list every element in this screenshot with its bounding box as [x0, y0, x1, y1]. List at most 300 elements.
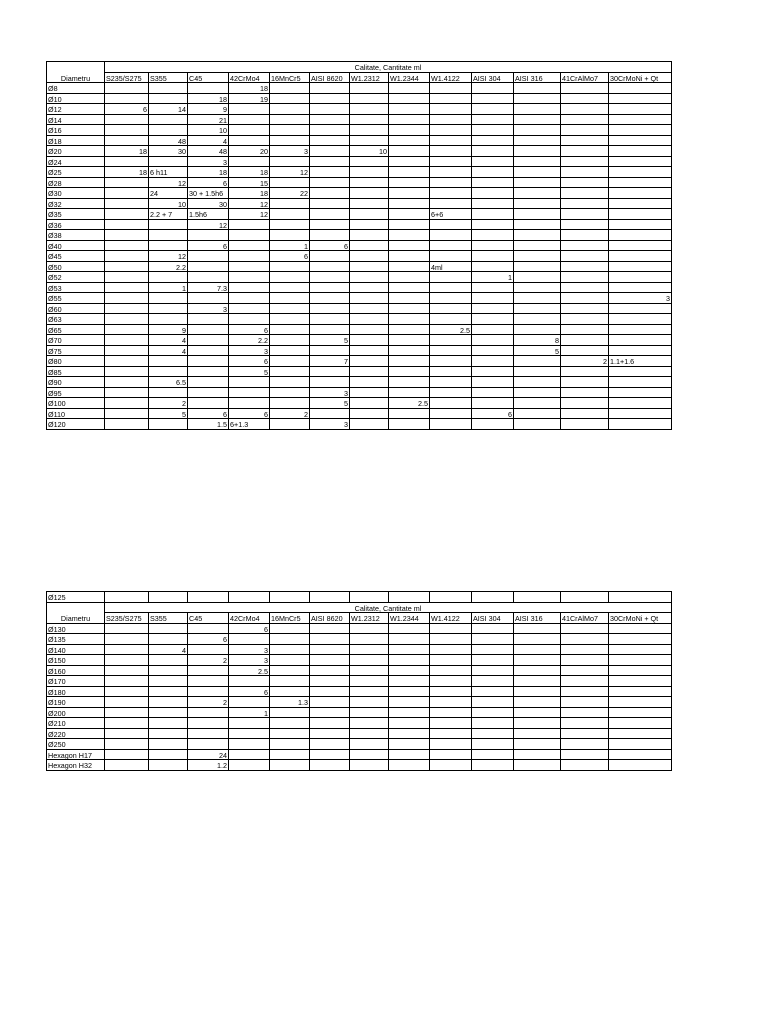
diameter-cell: Ø32 — [47, 198, 105, 209]
quantity-cell — [609, 167, 672, 178]
table-row — [47, 314, 672, 325]
quantity-cell — [430, 676, 472, 687]
quantity-cell — [561, 387, 609, 398]
quantity-cell — [609, 686, 672, 697]
quantity-cell — [561, 707, 609, 718]
quantity-cell: 2 — [561, 356, 609, 367]
quantity-cell: 1 — [229, 707, 270, 718]
quantity-cell — [430, 697, 472, 708]
quantity-cell — [561, 219, 609, 230]
quantity-cell — [229, 135, 270, 146]
quantity-cell — [270, 377, 310, 388]
quantity-cell: 12 — [149, 177, 188, 188]
diameter-cell: Ø14 — [47, 114, 105, 125]
quantity-cell — [149, 366, 188, 377]
quantity-cell — [472, 188, 514, 199]
quantity-cell — [350, 125, 389, 136]
material-column-header: 30CrMoNi + Qt — [609, 72, 672, 83]
quantity-cell: 3 — [310, 419, 350, 430]
table-row — [47, 356, 672, 367]
quantity-cell — [270, 760, 310, 771]
quantity-cell — [561, 676, 609, 687]
quantity-cell: 6 — [105, 104, 149, 115]
table-row — [47, 749, 672, 760]
quantity-cell — [270, 387, 310, 398]
quantity-cell: 9 — [149, 324, 188, 335]
quantity-cell — [270, 261, 310, 272]
quantity-cell — [310, 366, 350, 377]
table-row — [47, 251, 672, 262]
quantity-cell — [350, 707, 389, 718]
quantity-cell: 24 — [188, 749, 229, 760]
quantity-cell — [350, 634, 389, 645]
quantity-cell — [105, 272, 149, 283]
quantity-cell — [350, 644, 389, 655]
diameter-cell: Ø36 — [47, 219, 105, 230]
diameter-cell: Hexagon H17 — [47, 749, 105, 760]
table-row — [47, 408, 672, 419]
diameter-cell: Ø130 — [47, 623, 105, 634]
quantity-cell — [149, 592, 188, 603]
quantity-cell — [149, 634, 188, 645]
table-row — [47, 114, 672, 125]
quantity-cell — [229, 282, 270, 293]
diameter-cell: Ø75 — [47, 345, 105, 356]
quantity-cell — [270, 303, 310, 314]
quantity-cell — [105, 135, 149, 146]
quantity-cell — [149, 387, 188, 398]
quantity-cell — [514, 377, 561, 388]
quantity-cell — [350, 345, 389, 356]
diameter-cell: Ø16 — [47, 125, 105, 136]
quantity-cell — [389, 303, 430, 314]
quantity-cell: 30 — [188, 198, 229, 209]
quantity-cell — [270, 104, 310, 115]
quantity-cell — [514, 760, 561, 771]
table-row — [47, 135, 672, 146]
table-row — [47, 146, 672, 157]
quantity-cell — [389, 104, 430, 115]
quantity-cell — [310, 707, 350, 718]
quantity-cell — [310, 230, 350, 241]
table-row — [47, 592, 672, 603]
quantity-cell — [350, 219, 389, 230]
quantity-cell: 12 — [149, 251, 188, 262]
table-row — [47, 697, 672, 708]
quantity-cell — [149, 728, 188, 739]
quantity-cell — [188, 83, 229, 94]
quantity-cell — [229, 230, 270, 241]
diameter-cell: Ø10 — [47, 93, 105, 104]
quantity-cell — [350, 114, 389, 125]
quantity-cell — [105, 314, 149, 325]
quantity-cell — [561, 303, 609, 314]
quantity-cell — [609, 634, 672, 645]
quantity-cell — [561, 760, 609, 771]
quantity-cell — [270, 356, 310, 367]
quantity-cell — [561, 728, 609, 739]
quantity-cell: 30 — [149, 146, 188, 157]
quantity-cell: 6 — [229, 324, 270, 335]
quantity-cell — [609, 177, 672, 188]
quantity-cell: 1.1+1.6 — [609, 356, 672, 367]
quantity-cell: 1.2 — [188, 760, 229, 771]
diameter-cell: Ø110 — [47, 408, 105, 419]
quantity-cell — [609, 282, 672, 293]
quantity-cell — [229, 104, 270, 115]
quantity-cell — [609, 324, 672, 335]
quantity-cell — [609, 198, 672, 209]
quantity-cell: 1 — [472, 272, 514, 283]
table-row — [47, 366, 672, 377]
quantity-cell: 3 — [229, 644, 270, 655]
quantity-cell — [229, 760, 270, 771]
quantity-cell — [350, 167, 389, 178]
quantity-cell — [389, 293, 430, 304]
quantity-cell — [149, 272, 188, 283]
quantity-cell — [430, 83, 472, 94]
quantity-cell — [609, 377, 672, 388]
quantity-cell — [514, 272, 561, 283]
quantity-cell — [389, 676, 430, 687]
quantity-cell — [609, 676, 672, 687]
quantity-cell: 20 — [229, 146, 270, 157]
quantity-cell: 1.5h6 — [188, 209, 229, 220]
diameter-cell: Ø135 — [47, 634, 105, 645]
quantity-cell — [350, 728, 389, 739]
quantity-cell — [514, 282, 561, 293]
quantity-cell — [149, 303, 188, 314]
quantity-cell — [514, 387, 561, 398]
quantity-cell — [514, 634, 561, 645]
quantity-cell — [310, 219, 350, 230]
quality-quantity-header: Calitate, Cantitate ml — [105, 62, 672, 73]
quantity-cell: 4 — [149, 345, 188, 356]
material-column-header: 30CrMoNi + Qt — [609, 613, 672, 624]
quantity-cell: 3 — [270, 146, 310, 157]
quantity-cell: 6 — [229, 408, 270, 419]
quantity-cell — [229, 240, 270, 251]
quantity-cell — [514, 686, 561, 697]
quantity-cell — [514, 251, 561, 262]
quantity-cell — [310, 104, 350, 115]
quantity-cell — [270, 335, 310, 346]
quantity-cell — [430, 760, 472, 771]
quantity-cell — [105, 293, 149, 304]
quantity-cell — [389, 377, 430, 388]
table-row — [47, 665, 672, 676]
quantity-cell — [389, 282, 430, 293]
quantity-cell: 18 — [229, 167, 270, 178]
quantity-cell — [430, 728, 472, 739]
quantity-cell — [105, 230, 149, 241]
quantity-cell — [229, 592, 270, 603]
quantity-cell — [472, 104, 514, 115]
quantity-cell — [430, 749, 472, 760]
quantity-cell — [270, 125, 310, 136]
quantity-cell — [389, 356, 430, 367]
quantity-cell — [350, 592, 389, 603]
table-row — [47, 324, 672, 335]
quantity-cell — [430, 356, 472, 367]
diameter-cell: Ø170 — [47, 676, 105, 687]
quantity-cell — [270, 665, 310, 676]
quantity-cell — [514, 728, 561, 739]
quantity-cell — [389, 366, 430, 377]
quantity-cell — [430, 419, 472, 430]
quantity-cell — [105, 419, 149, 430]
diameter-cell: Ø55 — [47, 293, 105, 304]
quantity-cell — [514, 665, 561, 676]
quantity-cell — [472, 366, 514, 377]
quantity-cell — [514, 156, 561, 167]
quantity-cell — [270, 739, 310, 750]
table-row — [47, 125, 672, 136]
quantity-cell — [229, 634, 270, 645]
quantity-cell — [350, 760, 389, 771]
quantity-cell — [350, 198, 389, 209]
diameter-cell: Ø100 — [47, 398, 105, 409]
quantity-cell — [514, 114, 561, 125]
quantity-cell — [472, 686, 514, 697]
quantity-cell — [389, 634, 430, 645]
table-row — [47, 634, 672, 645]
material-column-header: 42CrMo4 — [229, 613, 270, 624]
quantity-cell — [561, 177, 609, 188]
quantity-cell — [609, 261, 672, 272]
quantity-cell — [149, 419, 188, 430]
quantity-cell — [350, 303, 389, 314]
quantity-cell: 3 — [229, 655, 270, 666]
diameter-cell: Ø28 — [47, 177, 105, 188]
quantity-cell — [149, 665, 188, 676]
quantity-cell — [350, 156, 389, 167]
diameter-cell: Ø160 — [47, 665, 105, 676]
quantity-cell — [561, 686, 609, 697]
quantity-cell — [514, 739, 561, 750]
quantity-cell — [430, 686, 472, 697]
quantity-cell — [270, 345, 310, 356]
material-column-header: S355 — [149, 613, 188, 624]
quantity-cell — [430, 655, 472, 666]
quantity-cell — [229, 156, 270, 167]
quantity-cell — [472, 419, 514, 430]
quantity-cell — [310, 749, 350, 760]
quantity-cell — [229, 303, 270, 314]
quantity-cell — [350, 718, 389, 729]
quantity-cell — [350, 623, 389, 634]
quantity-cell — [350, 387, 389, 398]
quantity-cell — [310, 676, 350, 687]
quantity-cell — [389, 686, 430, 697]
diameter-cell: Ø45 — [47, 251, 105, 262]
quantity-cell — [472, 634, 514, 645]
quantity-cell — [350, 104, 389, 115]
diameter-cell: Ø220 — [47, 728, 105, 739]
table-row — [47, 345, 672, 356]
quantity-cell — [609, 366, 672, 377]
quantity-cell — [472, 240, 514, 251]
quantity-cell — [430, 345, 472, 356]
quantity-cell — [514, 209, 561, 220]
quantity-cell — [270, 177, 310, 188]
quantity-cell — [609, 718, 672, 729]
quantity-cell: 2.2 — [149, 261, 188, 272]
quantity-cell — [561, 592, 609, 603]
material-column-header: AISI 8620 — [310, 72, 350, 83]
quantity-cell: 3 — [188, 156, 229, 167]
quantity-cell — [105, 697, 149, 708]
table-row — [47, 293, 672, 304]
quantity-cell — [105, 198, 149, 209]
quantity-cell — [270, 114, 310, 125]
quantity-cell — [609, 314, 672, 325]
quantity-cell — [561, 83, 609, 94]
table-row — [47, 644, 672, 655]
diameter-cell: Ø40 — [47, 240, 105, 251]
quantity-cell — [149, 686, 188, 697]
diameter-cell: Ø20 — [47, 146, 105, 157]
quantity-cell — [105, 366, 149, 377]
quantity-cell — [472, 377, 514, 388]
quantity-cell — [270, 293, 310, 304]
quantity-cell — [430, 198, 472, 209]
material-column-header: W1.2344 — [389, 72, 430, 83]
quantity-cell — [350, 697, 389, 708]
quantity-cell — [561, 345, 609, 356]
diameter-cell: Ø35 — [47, 209, 105, 220]
quantity-cell — [430, 135, 472, 146]
quantity-cell — [229, 314, 270, 325]
quantity-cell — [430, 104, 472, 115]
quantity-cell — [350, 377, 389, 388]
diameter-cell: Ø190 — [47, 697, 105, 708]
quantity-cell — [561, 644, 609, 655]
quantity-cell — [389, 408, 430, 419]
quantity-cell: 4ml — [430, 261, 472, 272]
quantity-cell — [105, 377, 149, 388]
quantity-cell — [472, 707, 514, 718]
quantity-cell — [430, 739, 472, 750]
quantity-cell — [430, 303, 472, 314]
quantity-cell: 7.3 — [188, 282, 229, 293]
quantity-cell — [270, 749, 310, 760]
quantity-cell — [350, 686, 389, 697]
quantity-cell — [609, 398, 672, 409]
quantity-cell: 48 — [188, 146, 229, 157]
quantity-cell — [310, 686, 350, 697]
quantity-cell: 6+6 — [430, 209, 472, 220]
table-row — [47, 209, 672, 220]
quantity-cell — [389, 230, 430, 241]
quantity-cell — [472, 167, 514, 178]
quantity-cell — [389, 261, 430, 272]
quantity-cell — [188, 251, 229, 262]
quantity-cell — [472, 592, 514, 603]
quantity-cell: 10 — [350, 146, 389, 157]
quantity-cell — [270, 634, 310, 645]
quantity-cell — [430, 240, 472, 251]
quantity-cell — [310, 135, 350, 146]
table-row — [47, 156, 672, 167]
quantity-cell: 30 + 1.5h6 — [188, 188, 229, 199]
table-row — [47, 655, 672, 666]
quantity-cell — [389, 156, 430, 167]
quantity-cell — [609, 387, 672, 398]
quantity-cell — [149, 114, 188, 125]
quantity-cell — [514, 135, 561, 146]
quantity-cell: 6 — [188, 240, 229, 251]
quantity-cell: 15 — [229, 177, 270, 188]
quantity-cell — [430, 230, 472, 241]
quantity-cell: 6 — [229, 686, 270, 697]
diameter-cell: Ø200 — [47, 707, 105, 718]
quantity-cell — [514, 177, 561, 188]
diameter-cell: Ø90 — [47, 377, 105, 388]
quantity-cell — [430, 718, 472, 729]
material-column-header: W1.2344 — [389, 613, 430, 624]
quantity-cell — [149, 83, 188, 94]
quantity-cell — [229, 387, 270, 398]
quantity-cell — [350, 676, 389, 687]
quantity-cell: 6.5 — [149, 377, 188, 388]
quantity-cell: 10 — [188, 125, 229, 136]
quantity-cell: 1 — [270, 240, 310, 251]
quantity-cell: 18 — [229, 83, 270, 94]
quantity-cell — [310, 293, 350, 304]
quantity-cell: 10 — [149, 198, 188, 209]
quantity-cell: 18 — [105, 146, 149, 157]
quantity-cell — [514, 314, 561, 325]
quantity-cell — [229, 718, 270, 729]
quantity-cell — [188, 718, 229, 729]
material-column-header: AISI 316 — [514, 613, 561, 624]
quantity-cell — [561, 366, 609, 377]
quantity-cell — [270, 398, 310, 409]
quantity-cell: 1.5 — [188, 419, 229, 430]
quantity-cell — [609, 230, 672, 241]
material-column-header: AISI 316 — [514, 72, 561, 83]
material-column-header: AISI 304 — [472, 613, 514, 624]
quantity-cell — [350, 272, 389, 283]
quantity-cell: 2 — [188, 655, 229, 666]
table-row — [47, 93, 672, 104]
quantity-cell — [389, 665, 430, 676]
table-row — [47, 419, 672, 430]
quantity-cell — [389, 749, 430, 760]
quantity-cell: 2.5 — [430, 324, 472, 335]
quantity-cell — [609, 335, 672, 346]
quantity-cell — [310, 739, 350, 750]
quantity-cell: 12 — [270, 167, 310, 178]
quantity-cell — [310, 377, 350, 388]
quantity-cell — [389, 167, 430, 178]
quantity-cell: 22 — [270, 188, 310, 199]
quantity-cell: 1 — [149, 282, 188, 293]
quantity-cell — [350, 261, 389, 272]
quantity-cell — [472, 718, 514, 729]
quantity-cell — [310, 167, 350, 178]
quantity-cell — [609, 303, 672, 314]
table-row — [47, 398, 672, 409]
quantity-cell — [472, 125, 514, 136]
quantity-cell — [310, 83, 350, 94]
quantity-cell — [105, 114, 149, 125]
quantity-cell — [472, 345, 514, 356]
quantity-cell: 6 h11 — [149, 167, 188, 178]
quantity-cell — [105, 707, 149, 718]
quantity-cell: 4 — [188, 135, 229, 146]
